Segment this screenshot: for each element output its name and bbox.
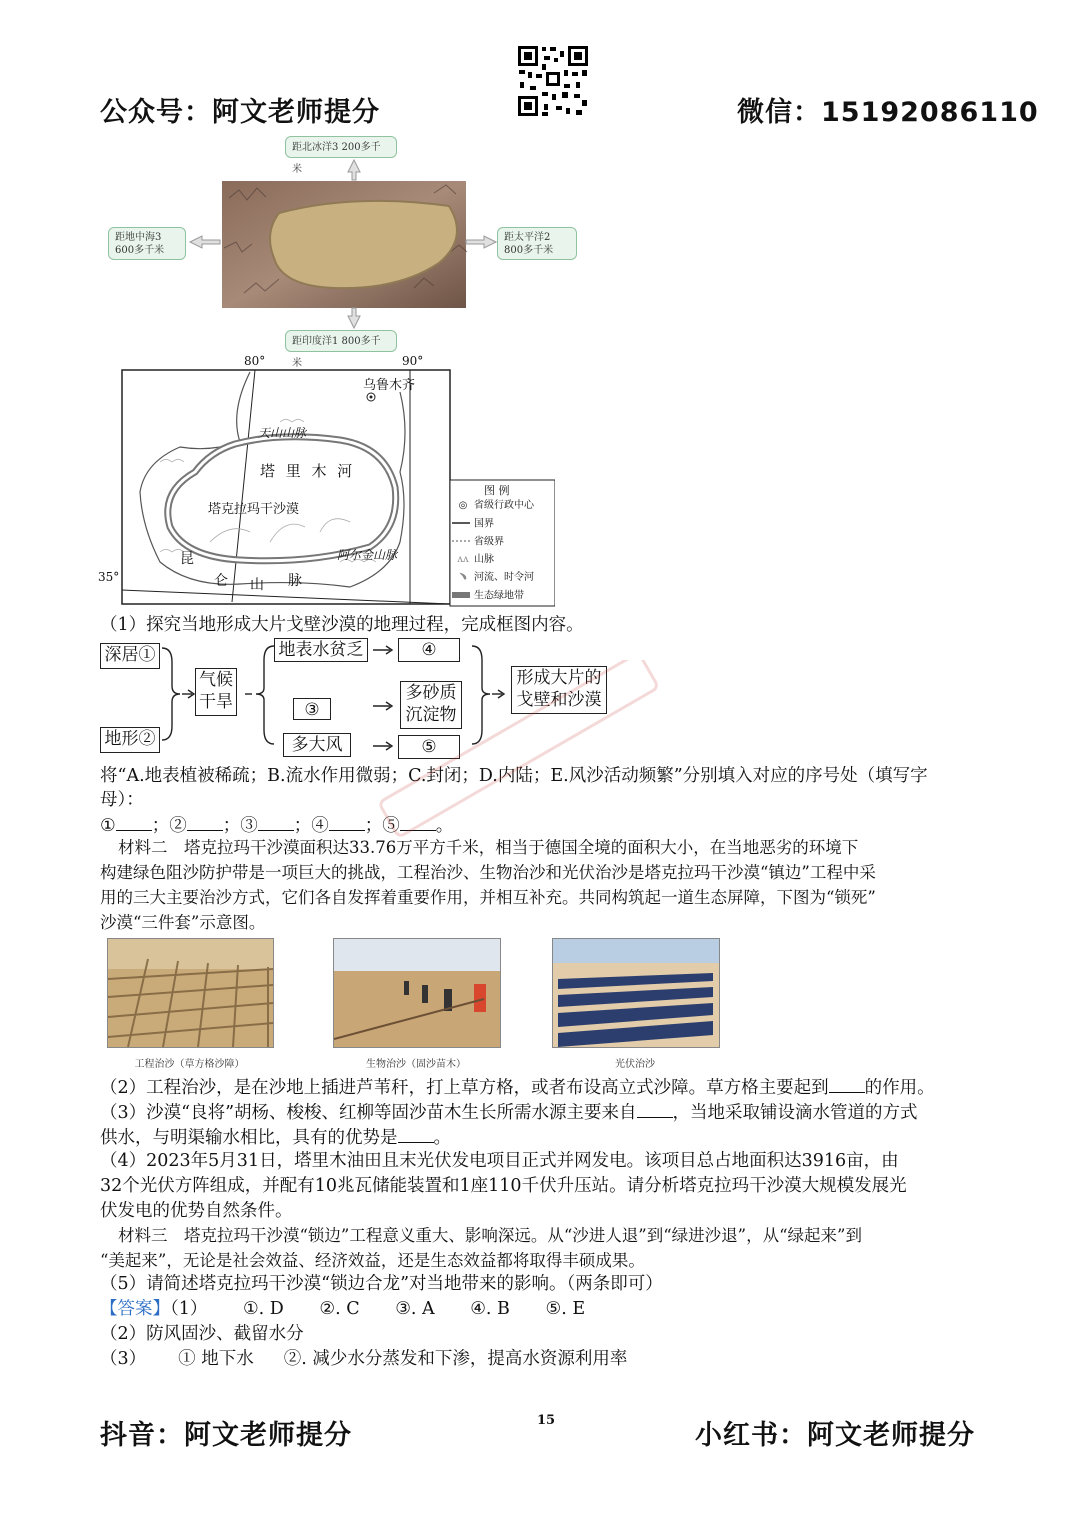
caption-biological: 生物治沙（固沙苗木） <box>366 1059 466 1070</box>
header-right: 微信：15192086110 <box>737 97 1039 128</box>
basin-illustration <box>184 158 514 330</box>
answer-tag: 【答案】 <box>100 1299 170 1319</box>
box-blank-3: ③ <box>293 698 331 720</box>
map-kunlun-2: 仑 <box>214 573 228 589</box>
footer-left: 抖音：阿文老师提分 <box>100 1420 352 1451</box>
q1-instruction-1: 将“A.地表植被稀疏；B.流水作用微弱；C.封闭；D.内陆；E.风沙活动频繁”分别填入对应的序号处（填写字 <box>100 766 928 786</box>
answer-2: （2）防风固沙、截留水分 <box>100 1324 304 1344</box>
box-sediment: 多砂质 沉淀物 <box>400 681 462 729</box>
answer-blank[interactable] <box>258 812 294 831</box>
map-tianshan: 天山山脉 <box>258 426 307 440</box>
q4-line3: 伏发电的优势自然条件。 <box>100 1201 293 1221</box>
map-legend <box>452 497 552 605</box>
answer-blank[interactable] <box>116 812 152 831</box>
photo-planting <box>333 938 501 1048</box>
legend-row: 生态绿地带 <box>452 587 552 605</box>
q5-text: （5）请简述塔克拉玛干沙漠“锁边合龙”对当地带来的影响。（两条即可） <box>100 1274 663 1294</box>
map-kunlun-1: 昆 <box>180 551 194 567</box>
map-kunlun-3: 山 <box>250 577 264 593</box>
box-blank-5: ⑤ <box>398 735 460 759</box>
material2-line2: 构建绿色阻沙防护带是一项巨大的挑战，工程治沙、生物治沙和光伏治沙是塔克拉玛干沙漠“镇边”工程中采 <box>100 863 876 882</box>
photo-solar <box>552 938 720 1048</box>
box-wind: 多大风 <box>283 733 351 757</box>
box-deep: 深居① <box>100 643 160 669</box>
caption-engineering: 工程治沙（草方格沙障） <box>134 1059 245 1070</box>
q1-instruction-2: 母）： <box>100 790 144 810</box>
q2-text: （2）工程治沙，是在沙地上插进芦苇秆，打上草方格，或者布设高立式沙障。草方格主要起到 的作用。 <box>100 1074 985 1100</box>
caption-solar: 光伏治沙 <box>615 1059 655 1070</box>
q3-line2: 供水，与明渠输水相比，具有的优势是 。 <box>100 1124 985 1150</box>
material3-line2: “美起来”，无论是社会效益、经济效益，还是生态效益都将取得丰硕成果。 <box>100 1251 645 1270</box>
legend-row: ᴧᴧ 山脉 <box>457 554 494 565</box>
q3-line1: （3）沙漠“良将”胡杨、梭梭、红柳等固沙苗木生长所需水源主要来自 ，当地采取铺设滴水管道的方式 <box>100 1099 985 1125</box>
box-blank-4: ④ <box>398 638 460 662</box>
map-kunlun-4: 脉 <box>288 573 302 589</box>
legend-row: ﹅ 河流、时令河 <box>458 572 534 583</box>
answer-blank[interactable] <box>829 1074 865 1093</box>
material2-line1: 材料二 塔克拉玛干沙漠面积达33.76万平方千米，相当于德国全境的面积大小，在当地恶劣的环境下 <box>118 838 859 857</box>
material2-line4: 沙漠“三件套”示意图。 <box>100 913 266 932</box>
answer-blank[interactable] <box>637 1099 673 1118</box>
q4-line2: 32个光伏方阵组成，并配有10兆瓦储能装置和1座110千伏升压站。请分析塔克拉玛干沙漠大规模发展光 <box>100 1176 907 1196</box>
box-result: 形成大片的 戈壁和沙漠 <box>511 666 607 714</box>
q1-text: （1）探究当地形成大片戈壁沙漠的地理过程，完成框图内容。 <box>100 615 584 635</box>
watermark <box>340 660 680 840</box>
lon-90: 90° <box>402 354 424 368</box>
qr-code <box>516 44 590 118</box>
material2-line3: 用的三大主要治沙方式，它们各自发挥着重要作用，并相互补充。共同构筑起一道生态屏障，下图为“锁死” <box>100 888 876 907</box>
q4-line1: （4）2023年5月31日，塔里木油田且末光伏发电项目正式并网发电。该项目总占地面积达3916亩，由 <box>100 1151 899 1171</box>
map-altun: 阿尔金山脉 <box>337 548 398 562</box>
lat-35: 35° <box>98 570 120 584</box>
lon-80: 80° <box>244 354 266 368</box>
legend-row: 国界 <box>474 518 494 530</box>
answer-3: （3） ① 地下水 ②. 减少水分蒸发和下渗，提高水资源利用率 <box>100 1349 628 1369</box>
map-river: 塔 里 木 河 <box>260 462 356 480</box>
callout-east: 距太平洋2 800多千米 <box>497 227 577 260</box>
legend-row: 省级界 <box>474 536 504 548</box>
footer-right: 小红书：阿文老师提分 <box>695 1420 975 1451</box>
box-terrain: 地形② <box>100 727 160 753</box>
material3-line1: 材料三 塔克拉玛干沙漠“锁边”工程意义重大、影响深远。从“沙进人退”到“绿进沙退”，从“绿起来”到 <box>118 1226 862 1245</box>
answer-1: 【答案】（1） ①. D ②. C ③. A ④. B ⑤. E <box>100 1299 586 1319</box>
header-left: 公众号：阿文老师提分 <box>100 97 380 128</box>
q1-blanks: ① ；② ；③ ；④ ；⑤ 。 <box>100 812 985 838</box>
legend-title: 图 例 <box>484 484 510 497</box>
map-desert: 塔克拉玛干沙漠 <box>208 502 300 517</box>
answer-blank[interactable] <box>187 812 223 831</box>
callout-south: 距印度洋1 800多千米 <box>285 330 397 352</box>
callout-west: 距地中海3 600多千米 <box>108 227 186 260</box>
page-number: 15 <box>537 1413 556 1428</box>
map-city: 乌鲁木齐 <box>363 378 416 393</box>
photo-grass-grid <box>107 938 274 1048</box>
callout-north: 距北冰洋3 200多千米 <box>285 136 397 158</box>
box-surface-water: 地表水贫乏 <box>274 638 368 662</box>
answer-blank[interactable] <box>398 1124 434 1143</box>
legend-row: ◎ 省级行政中心 <box>458 500 534 511</box>
box-climate: 气候 干旱 <box>195 668 237 716</box>
